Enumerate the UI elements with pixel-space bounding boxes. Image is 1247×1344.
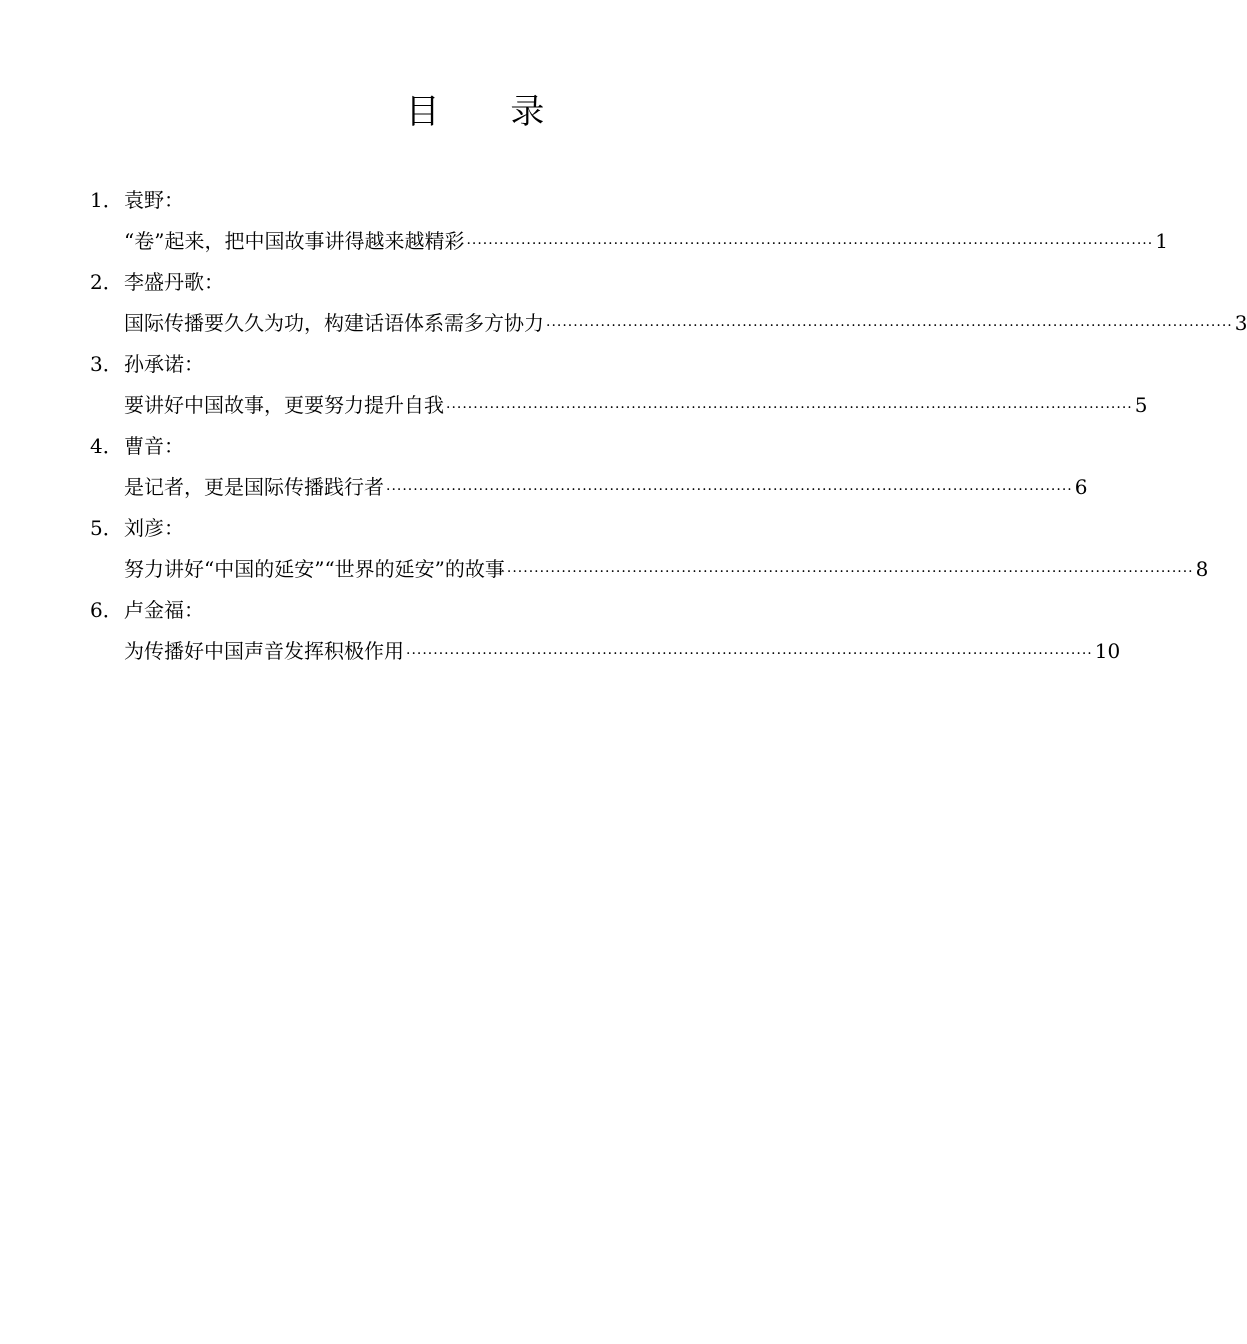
toc-entry-author: 李盛丹歌： (124, 270, 224, 294)
toc-author-line (90, 262, 860, 303)
toc-headline-line[interactable] (124, 549, 1209, 590)
toc-headline-line[interactable] (124, 303, 1247, 344)
dot-leader: ······························································································································ (406, 646, 1093, 662)
toc-entry (90, 262, 1247, 344)
toc-headline-line[interactable] (124, 221, 1168, 262)
dot-leader: ······························································································································ (466, 236, 1154, 252)
toc-entry-headline: “卷”起来，把中国故事讲得越来越精彩 (124, 229, 465, 253)
toc-author-line (90, 426, 860, 467)
toc-entry-page: 5 (1134, 393, 1148, 417)
toc-headline-line[interactable] (124, 467, 1088, 508)
toc-entry-number: 2． (90, 270, 123, 294)
toc-entry-author: 孙承诺： (124, 352, 204, 376)
dot-leader: ······························································································································ (546, 318, 1233, 334)
toc-entry-page: 3 (1234, 311, 1247, 335)
toc-entry-headline: 是记者，更是国际传播践行者 (124, 475, 384, 499)
toc-entry-headline: 为传播好中国声音发挥积极作用 (124, 639, 404, 663)
dot-leader: ······························································································································ (446, 400, 1133, 416)
toc-author-line (90, 180, 860, 221)
toc-headline-line[interactable] (124, 631, 1121, 672)
toc-entry-number: 1． (90, 188, 123, 212)
toc-entry-headline: 国际传播要久久为功，构建话语体系需多方协力 (124, 311, 544, 335)
toc-entry-number: 3． (90, 352, 123, 376)
toc-entry (90, 508, 1209, 590)
toc-entry (90, 344, 1148, 426)
toc-entry (90, 180, 1168, 262)
table-of-contents (90, 180, 1247, 672)
dot-leader: ······························································································································ (506, 564, 1194, 580)
toc-entry-page: 10 (1094, 639, 1121, 663)
toc-entry-author: 袁野： (124, 188, 184, 212)
toc-entry-author: 卢金福： (124, 598, 204, 622)
toc-entry-page: 6 (1074, 475, 1088, 499)
toc-author-line (90, 508, 860, 549)
toc-entry-author: 刘彦： (124, 516, 184, 540)
toc-entry-number: 6． (90, 598, 123, 622)
toc-author-line (90, 590, 860, 631)
toc-author-line (90, 344, 860, 385)
toc-entry-headline: 努力讲好“中国的延安”“世界的延安”的故事 (124, 557, 505, 581)
toc-entry (90, 426, 1088, 508)
dot-leader: ······························································································································ (386, 482, 1073, 498)
toc-entry-number: 4． (90, 434, 123, 458)
toc-entry-page: 8 (1195, 557, 1209, 581)
toc-title: 目 录 (405, 92, 575, 132)
toc-entry (90, 590, 1121, 672)
toc-entry-headline: 要讲好中国故事，更要努力提升自我 (124, 393, 444, 417)
toc-headline-line[interactable] (124, 385, 1148, 426)
toc-entry-author: 曹音： (124, 434, 184, 458)
toc-entry-page: 1 (1155, 229, 1168, 253)
toc-entry-number: 5． (90, 516, 123, 540)
